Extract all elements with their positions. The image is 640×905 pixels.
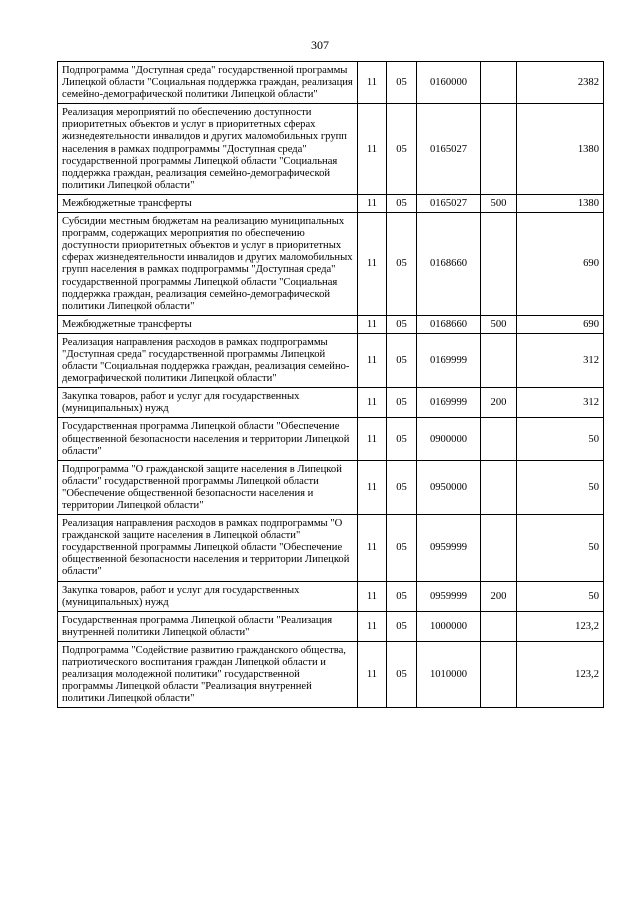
- row-expense-kind: [481, 333, 517, 387]
- row-name: Подпрограмма "О гражданской защите населения в Липецкой области" государственной программы Липецкой области "Обеспечение общественной безопасности населения и территории Липецкой области": [58, 460, 358, 514]
- page-number: 307: [311, 38, 329, 52]
- row-amount: 50: [517, 460, 604, 514]
- table-row: [58, 515, 604, 581]
- row-subsection: 05: [387, 388, 417, 418]
- row-subsection: 05: [387, 194, 417, 212]
- row-amount: 690: [517, 315, 604, 333]
- row-expense-kind: 200: [481, 581, 517, 611]
- row-section: 11: [358, 333, 387, 387]
- row-name: Межбюджетные трансферты: [58, 315, 358, 333]
- row-expense-kind: [481, 611, 517, 641]
- row-amount: 690: [517, 213, 604, 316]
- row-target-code: 0168660: [417, 315, 481, 333]
- row-name: Государственная программа Липецкой области "Обеспечение общественной безопасности населения и территории Липецкой области": [58, 418, 358, 460]
- row-expense-kind: [481, 515, 517, 581]
- row-name: Закупка товаров, работ и услуг для государственных (муниципальных) нужд: [58, 388, 358, 418]
- row-amount: 123,2: [517, 641, 604, 707]
- row-target-code: 0165027: [417, 104, 481, 195]
- table-row: [58, 315, 604, 333]
- row-expense-kind: [481, 62, 517, 104]
- row-subsection: 05: [387, 611, 417, 641]
- row-section: 11: [358, 315, 387, 333]
- row-target-code: 0168660: [417, 213, 481, 316]
- table-row: [58, 581, 604, 611]
- row-section: 11: [358, 460, 387, 514]
- row-subsection: 05: [387, 104, 417, 195]
- table-row: [58, 62, 604, 104]
- row-amount: 50: [517, 418, 604, 460]
- row-subsection: 05: [387, 641, 417, 707]
- row-subsection: 05: [387, 213, 417, 316]
- budget-table-body: [58, 62, 604, 708]
- row-subsection: 05: [387, 581, 417, 611]
- row-expense-kind: 500: [481, 315, 517, 333]
- row-section: 11: [358, 581, 387, 611]
- row-amount: 50: [517, 581, 604, 611]
- row-target-code: 0165027: [417, 194, 481, 212]
- table-row: [58, 333, 604, 387]
- row-subsection: 05: [387, 315, 417, 333]
- row-subsection: 05: [387, 62, 417, 104]
- row-name: Реализация направления расходов в рамках подпрограммы "О гражданской защите населения в Липецкой области" государственной программы Липецкой области "Обеспечение общественной безопасности населения и территории Липецкой области": [58, 515, 358, 581]
- table-row: [58, 213, 604, 316]
- row-expense-kind: 500: [481, 194, 517, 212]
- row-expense-kind: [481, 213, 517, 316]
- row-section: 11: [358, 213, 387, 316]
- row-expense-kind: [481, 104, 517, 195]
- table-row: [58, 460, 604, 514]
- row-section: 11: [358, 104, 387, 195]
- row-target-code: 0160000: [417, 62, 481, 104]
- row-name: Государственная программа Липецкой области "Реализация внутренней политики Липецкой области": [58, 611, 358, 641]
- row-section: 11: [358, 418, 387, 460]
- row-subsection: 05: [387, 460, 417, 514]
- row-target-code: 0169999: [417, 388, 481, 418]
- row-target-code: 0959999: [417, 515, 481, 581]
- row-name: Закупка товаров, работ и услуг для государственных (муниципальных) нужд: [58, 581, 358, 611]
- row-section: 11: [358, 194, 387, 212]
- row-section: 11: [358, 641, 387, 707]
- budget-table: [57, 61, 604, 708]
- row-target-code: 0169999: [417, 333, 481, 387]
- row-target-code: 0950000: [417, 460, 481, 514]
- row-amount: 50: [517, 515, 604, 581]
- table-row: [58, 418, 604, 460]
- row-amount: 2382: [517, 62, 604, 104]
- row-expense-kind: [481, 418, 517, 460]
- row-subsection: 05: [387, 515, 417, 581]
- row-section: 11: [358, 62, 387, 104]
- row-expense-kind: 200: [481, 388, 517, 418]
- row-section: 11: [358, 388, 387, 418]
- table-row: [58, 194, 604, 212]
- row-amount: 123,2: [517, 611, 604, 641]
- table-row: [58, 388, 604, 418]
- row-name: Субсидии местным бюджетам на реализацию муниципальных программ, содержащих мероприятия по обеспечению доступности приоритетных объектов и услуг в приоритетных сферах жизнедеятельности инвалидов и других маломобильных групп населения в рамках подпрограммы "Доступная среда" государственной программы Липецкой области "Социальная поддержка граждан, реализация семейно-демографической политики Липецкой области": [58, 213, 358, 316]
- row-target-code: 1010000: [417, 641, 481, 707]
- row-amount: 1380: [517, 194, 604, 212]
- row-amount: 312: [517, 333, 604, 387]
- row-target-code: 0959999: [417, 581, 481, 611]
- table-row: [58, 104, 604, 195]
- row-name: Реализация направления расходов в рамках подпрограммы "Доступная среда" государственной программы Липецкой области "Социальная поддержка граждан, реализация семейно-демографической политики Липецкой области": [58, 333, 358, 387]
- row-target-code: 0900000: [417, 418, 481, 460]
- table-row: [58, 641, 604, 707]
- row-subsection: 05: [387, 418, 417, 460]
- row-name: Подпрограмма "Содействие развитию гражданского общества, патриотического воспитания граждан Липецкой области и реализация молодежной политики" государственной программы Липецкой области "Реализация внутренней политики Липецкой области": [58, 641, 358, 707]
- row-amount: 1380: [517, 104, 604, 195]
- row-target-code: 1000000: [417, 611, 481, 641]
- row-name: Межбюджетные трансферты: [58, 194, 358, 212]
- row-section: 11: [358, 515, 387, 581]
- row-name: Подпрограмма "Доступная среда" государственной программы Липецкой области "Социальная поддержка граждан, реализация семейно-демографической политики Липецкой области": [58, 62, 358, 104]
- row-subsection: 05: [387, 333, 417, 387]
- row-expense-kind: [481, 460, 517, 514]
- row-amount: 312: [517, 388, 604, 418]
- row-expense-kind: [481, 641, 517, 707]
- row-name: Реализация мероприятий по обеспечению доступности приоритетных объектов и услуг в приоритетных сферах жизнедеятельности инвалидов и других маломобильных групп населения в рамках подпрограммы "Доступная среда" государственной программы Липецкой области "Социальная поддержка граждан, реализация семейно-демографической политики Липецкой области": [58, 104, 358, 195]
- row-section: 11: [358, 611, 387, 641]
- table-row: [58, 611, 604, 641]
